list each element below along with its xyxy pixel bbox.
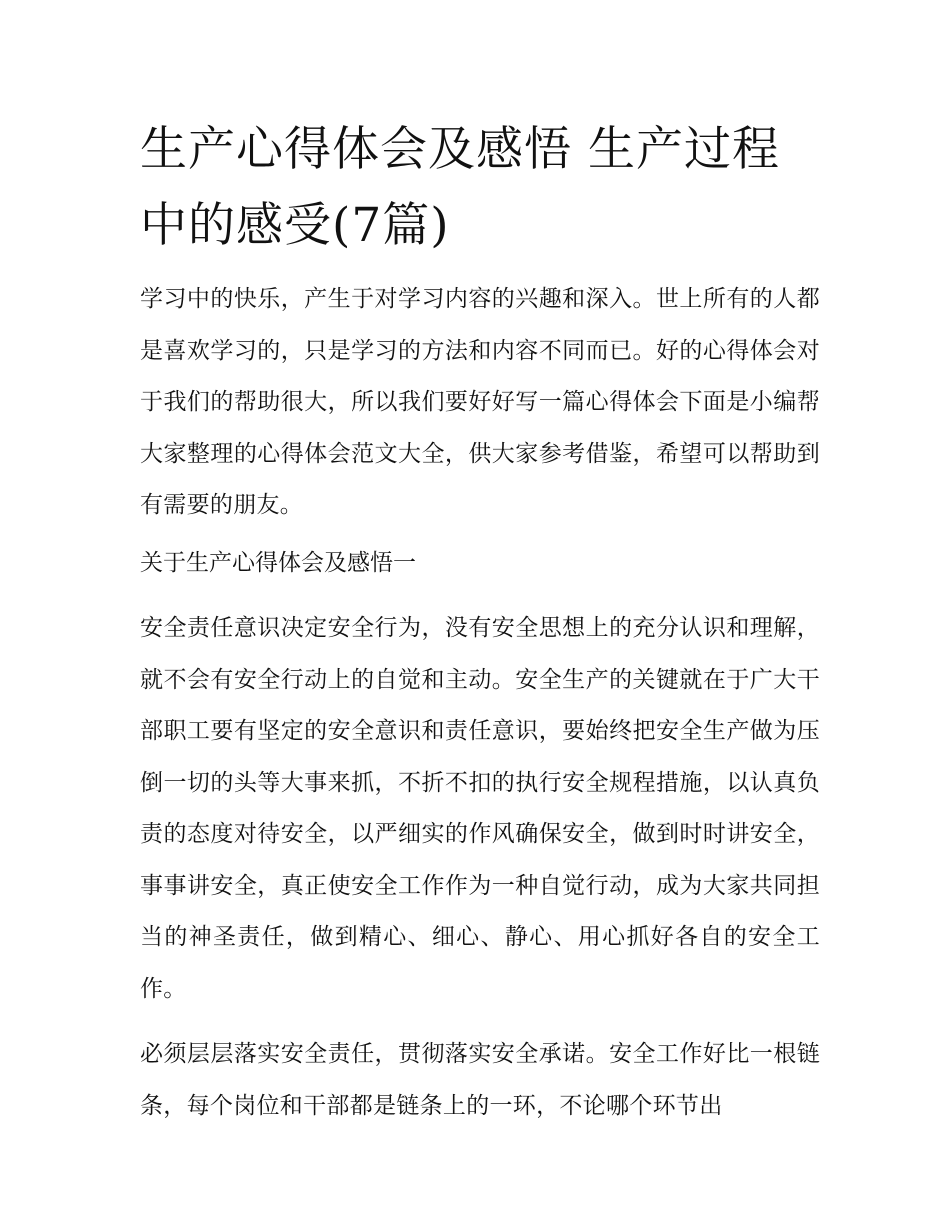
intro-paragraph: 学习中的快乐，产生于对学习内容的兴趣和深入。世上所有的人都是喜欢学习的，只是学习的方法和内容不同而已。好的心得体会对于我们的帮助很大，所以我们要好好写一篇心得体会下面是小编帮大家整理的心得体会范文大全，供大家参考借鉴，希望可以帮助到有需要的朋友。 [140,286,820,518]
section-heading: 关于生产心得体会及感悟一 [140,549,416,576]
body-paragraph-2: 必须层层落实安全责任，贯彻落实安全承诺。安全工作好比一根链条，每个岗位和干部都是链条上的一环，不论哪个环节出 [140,1041,820,1119]
document-body [140,112,820,1132]
body-paragraph-1: 安全责任意识决定安全行为，没有安全思想上的充分认识和理解，就不会有安全行动上的自觉和主动。安全生产的关键就在于广大干部职工要有坚定的安全意识和责任意识，要始终把安全生产做为压倒一切的头等大事来抓，不折不扣的执行安全规程措施，以认真负责的态度对待安全，以严细实的作风确保安全，做到时时讲安全，事事讲安全，真正使安全工作作为一种自觉行动，成为大家共同担当的神圣责任，做到精心、细心、静心、用心抓好各自的安全工作。 [140,615,820,1002]
document-title: 生产心得体会及感悟 生产过程中的感受(7篇) [140,122,780,253]
